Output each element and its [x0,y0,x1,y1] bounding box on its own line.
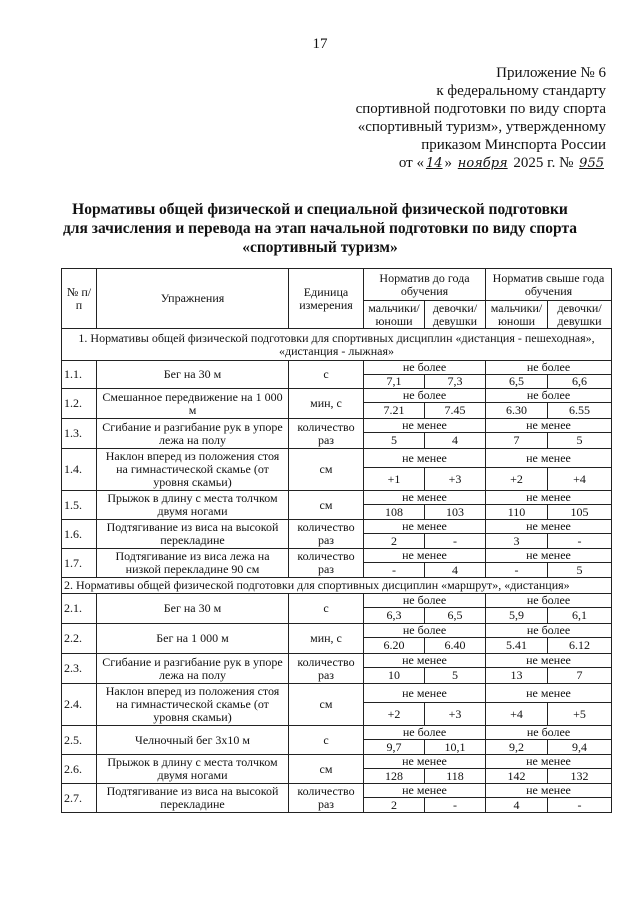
exercise-name: Подтягивание из виса на высокой перекладине [97,520,289,549]
value-boys-1: - [364,563,425,578]
unit: см [289,449,364,491]
exercise-name: Сгибание и разгибание рук в упоре лежа на полу [97,419,289,449]
condition-group-1: не менее [364,755,486,769]
row-number: 1.3. [62,419,97,449]
value-girls-1: 103 [425,505,486,520]
appendix-line-1: Приложение № 6 [496,65,606,81]
table-row [62,419,612,433]
header-group-2: Норматив свыше года обучения [486,269,612,301]
condition-group-2: не менее [486,654,612,668]
exercise-name: Прыжок в длину с места толчком двумя ногами [97,491,289,520]
header-num: № п/п [62,269,97,329]
condition-group-2: не менее [486,784,612,798]
value-girls-1: 10,1 [425,740,486,755]
table-row [62,726,612,740]
value-girls-1: - [425,798,486,813]
value-boys-2: 6.30 [486,403,548,419]
document-title [60,200,580,257]
value-girls-2: 132 [548,769,612,784]
value-boys-2: - [486,563,548,578]
row-number: 2.1. [62,594,97,624]
section-1-header: 1. Нормативы общей физической подготовки для спортивных дисциплин «дистанция - пешеходная», «дистанция - лыжная» [62,329,612,361]
page-number: 17 [312,36,328,52]
value-girls-2: 9,4 [548,740,612,755]
exercise-name: Наклон вперед из положения стоя на гимнастической скамье (от уровня скамьи) [97,449,289,491]
appendix-block [336,64,606,173]
appendix-line-5: приказом Минспорта России [421,137,606,153]
condition-group-1: не менее [364,684,486,703]
value-boys-2: 7 [486,433,548,449]
header-boys-1: мальчики/ юноши [364,301,425,329]
value-girls-2: 5 [548,433,612,449]
value-girls-2: 5 [548,563,612,578]
row-number: 1.5. [62,491,97,520]
exercise-name: Бег на 30 м [97,361,289,389]
table-row [62,520,612,534]
value-girls-2: 6.55 [548,403,612,419]
unit: с [289,726,364,755]
table-row [62,755,612,769]
condition-group-2: не менее [486,549,612,563]
condition-group-2: не менее [486,491,612,505]
title-line-3: «спортивный туризм» [242,239,398,256]
condition-group-1: не менее [364,784,486,798]
value-boys-1: 108 [364,505,425,520]
condition-group-2: не более [486,361,612,375]
condition-group-1: не менее [364,449,486,468]
table-row [62,449,612,468]
exercise-name: Подтягивание из виса на высокой перекладине [97,784,289,813]
value-boys-1: 5 [364,433,425,449]
unit: с [289,594,364,624]
value-boys-2: 4 [486,798,548,813]
value-boys-1: 7,1 [364,375,425,389]
condition-group-2: не более [486,624,612,638]
section-2-header: 2. Нормативы общей физической подготовки для спортивных дисциплин «маршрут», «дистанция» [62,578,612,594]
value-girls-2: - [548,534,612,549]
value-boys-2: 9,2 [486,740,548,755]
unit: количество раз [289,784,364,813]
value-girls-2: 105 [548,505,612,520]
exercise-name: Смешанное передвижение на 1 000 м [97,389,289,419]
condition-group-1: не более [364,726,486,740]
unit: количество раз [289,419,364,449]
row-number: 2.5. [62,726,97,755]
condition-group-1: не менее [364,419,486,433]
condition-group-1: не более [364,389,486,403]
unit: мин, с [289,624,364,654]
value-boys-1: 2 [364,534,425,549]
row-number: 2.7. [62,784,97,813]
table-row [62,784,612,798]
header-boys-2: мальчики/ юноши [486,301,548,329]
table-row [62,594,612,608]
unit: количество раз [289,549,364,578]
value-girls-2: 6,1 [548,608,612,624]
row-number: 2.4. [62,684,97,726]
table-row [62,491,612,505]
unit: см [289,491,364,520]
value-girls-1: 4 [425,433,486,449]
value-boys-2: 110 [486,505,548,520]
value-boys-2: 142 [486,769,548,784]
value-girls-1: 6,5 [425,608,486,624]
condition-group-1: не более [364,361,486,375]
value-boys-2: 6,5 [486,375,548,389]
condition-group-2: не более [486,726,612,740]
condition-group-2: не менее [486,449,612,468]
value-boys-1: 6.20 [364,638,425,654]
handwritten-order-number: 955 [579,156,604,171]
exercise-name: Бег на 30 м [97,594,289,624]
row-number: 1.7. [62,549,97,578]
value-boys-1: 128 [364,769,425,784]
row-number: 1.1. [62,361,97,389]
date-mid: » [444,155,453,171]
condition-group-2: не менее [486,419,612,433]
condition-group-1: не менее [364,549,486,563]
value-girls-1: 7,3 [425,375,486,389]
header-exercise: Упражнения [97,269,289,329]
value-girls-2: 6,6 [548,375,612,389]
condition-group-2: не менее [486,684,612,703]
title-line-1: Нормативы общей физической и специальной физической подготовки [72,201,568,218]
appendix-line-2: к федеральному стандарту [436,83,606,99]
condition-group-1: не менее [364,520,486,534]
condition-group-2: не более [486,594,612,608]
value-girls-1: 6.40 [425,638,486,654]
header-girls-2: девочки/ девушки [548,301,612,329]
value-girls-2: +4 [548,468,612,491]
value-boys-2: +2 [486,468,548,491]
year-text: 2025 г. № [513,155,574,171]
table-row [62,684,612,703]
value-girls-1: +3 [425,468,486,491]
condition-group-2: не более [486,389,612,403]
value-boys-1: +2 [364,703,425,726]
value-boys-2: 5,9 [486,608,548,624]
value-girls-1: 4 [425,563,486,578]
order-date-line [336,154,606,173]
unit: с [289,361,364,389]
unit: см [289,684,364,726]
value-girls-2: 7 [548,668,612,684]
standards-table [61,268,612,813]
exercise-name: Подтягивание из виса лежа на низкой перекладине 90 см [97,549,289,578]
condition-group-2: не менее [486,520,612,534]
value-girls-1: 118 [425,769,486,784]
header-girls-1: девочки/ девушки [425,301,486,329]
value-girls-1: 7.45 [425,403,486,419]
exercise-name: Челночный бег 3x10 м [97,726,289,755]
value-boys-2: 3 [486,534,548,549]
exercise-name: Прыжок в длину с места толчком двумя ногами [97,755,289,784]
title-line-2: для зачисления и перевода на этап начальной подготовки по виду спорта [62,220,578,237]
unit: количество раз [289,520,364,549]
value-boys-2: 5.41 [486,638,548,654]
value-boys-1: 6,3 [364,608,425,624]
value-girls-1: +3 [425,703,486,726]
date-prefix: от « [398,155,424,171]
header-unit: Единица измерения [289,269,364,329]
condition-group-1: не более [364,624,486,638]
table-row [62,389,612,403]
condition-group-2: не менее [486,755,612,769]
unit: см [289,755,364,784]
condition-group-1: не менее [364,491,486,505]
unit: мин, с [289,389,364,419]
value-girls-2: - [548,798,612,813]
value-girls-1: - [425,534,486,549]
value-boys-1: 2 [364,798,425,813]
handwritten-day: 14 [425,156,443,171]
value-girls-2: +5 [548,703,612,726]
value-boys-1: 10 [364,668,425,684]
row-number: 2.3. [62,654,97,684]
table-row [62,624,612,638]
table-row [62,549,612,563]
value-boys-2: 13 [486,668,548,684]
value-boys-1: +1 [364,468,425,491]
exercise-name: Сгибание и разгибание рук в упоре лежа на полу [97,654,289,684]
appendix-line-3: спортивной подготовки по виду спорта [355,101,606,117]
value-girls-2: 6.12 [548,638,612,654]
condition-group-1: не более [364,594,486,608]
handwritten-month: ноября [457,156,508,171]
row-number: 1.4. [62,449,97,491]
table-row [62,361,612,375]
appendix-line-4: «спортивный туризм», утвержденному [357,119,606,135]
exercise-name: Наклон вперед из положения стоя на гимнастической скамье (от уровня скамьи) [97,684,289,726]
row-number: 2.6. [62,755,97,784]
row-number: 1.6. [62,520,97,549]
row-number: 1.2. [62,389,97,419]
value-boys-1: 9,7 [364,740,425,755]
table-row [62,654,612,668]
header-group-1: Норматив до года обучения [364,269,486,301]
value-boys-1: 7.21 [364,403,425,419]
exercise-name: Бег на 1 000 м [97,624,289,654]
value-boys-2: +4 [486,703,548,726]
unit: количество раз [289,654,364,684]
value-girls-1: 5 [425,668,486,684]
condition-group-1: не менее [364,654,486,668]
row-number: 2.2. [62,624,97,654]
